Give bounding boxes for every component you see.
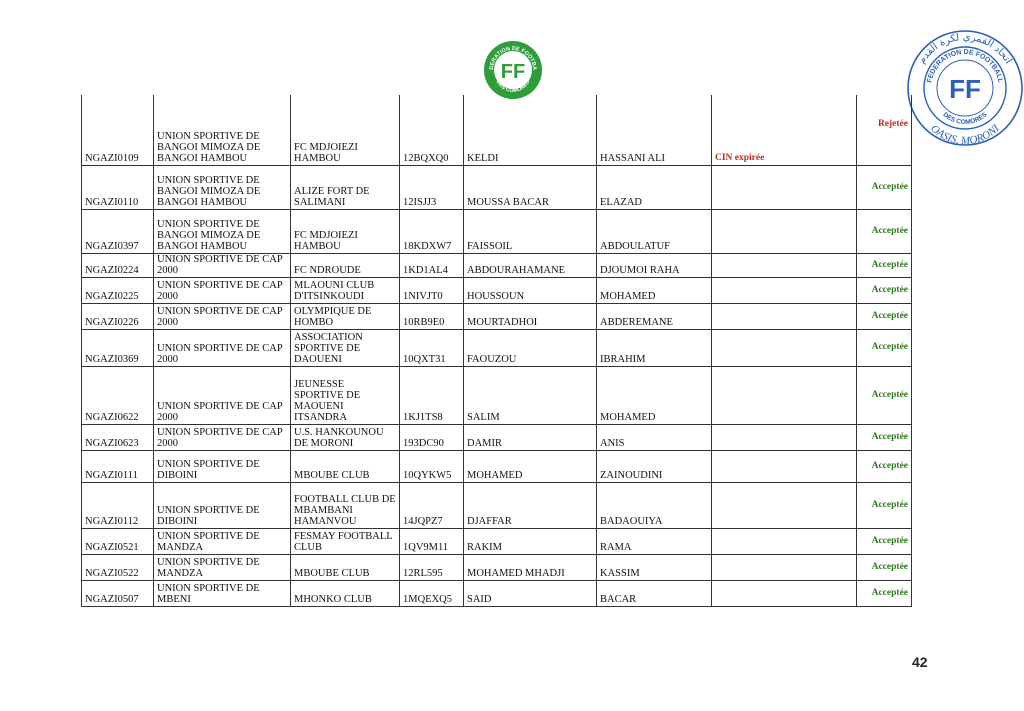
first-name-cell: ELAZAD — [597, 166, 712, 210]
league-cell: UNION SPORTIVE DE CAP 2000 — [154, 304, 291, 330]
table-row — [82, 166, 912, 210]
registration-table — [81, 95, 912, 607]
table-row — [82, 451, 912, 483]
page-number: 42 — [912, 654, 928, 670]
last-name-cell: SALIM — [464, 367, 597, 425]
svg-text:اتحاد القمري لكرة القدم: اتحاد القمري لكرة القدم — [916, 31, 1014, 66]
last-name-cell: ABDOURAHAMANE — [464, 254, 597, 278]
player-id-cell: NGAZI0397 — [82, 210, 154, 254]
club-cell: MLAOUNI CLUB D'ITSINKOUDI — [291, 278, 400, 304]
first-name-cell: RAMA — [597, 529, 712, 555]
first-name-cell: ZAINOUDINI — [597, 451, 712, 483]
observation-cell: CIN expirée — [712, 95, 857, 166]
licence-cell: 12BQXQ0 — [400, 95, 464, 166]
licence-cell: 1KD1AL4 — [400, 254, 464, 278]
last-name-cell: MOHAMED — [464, 451, 597, 483]
player-id-cell: NGAZI0226 — [82, 304, 154, 330]
club-cell: FC MDJOIEZI HAMBOU — [291, 210, 400, 254]
svg-text:DES COMORES: DES COMORES — [494, 79, 532, 95]
league-cell: UNION SPORTIVE DE MANDZA — [154, 529, 291, 555]
licence-cell: 10QYKW5 — [400, 451, 464, 483]
status-cell: Acceptée — [857, 581, 912, 607]
status-cell: Rejetée — [857, 95, 912, 166]
table-row — [82, 367, 912, 425]
player-id-cell: NGAZI0109 — [82, 95, 154, 166]
status-cell: Acceptée — [857, 367, 912, 425]
svg-text:FF: FF — [500, 61, 526, 83]
svg-text:FEDERATION DE FOOTBALL: FEDERATION DE FOOTBALL — [926, 48, 1004, 84]
observation-cell — [712, 483, 857, 529]
league-cell: UNION SPORTIVE DE BANGOI MIMOZA DE BANGOI HAMBOU — [154, 166, 291, 210]
status-cell: Acceptée — [857, 555, 912, 581]
first-name-cell: ANIS — [597, 425, 712, 451]
club-cell: FC MDJOIEZI HAMBOU — [291, 95, 400, 166]
licence-cell: 12ISJJ3 — [400, 166, 464, 210]
league-cell: UNION SPORTIVE DE BANGOI MIMOZA DE BANGOI HAMBOU — [154, 210, 291, 254]
status-cell: Acceptée — [857, 451, 912, 483]
league-cell: UNION SPORTIVE DE BANGOI MIMOZA DE BANGOI HAMBOU — [154, 95, 291, 166]
player-id-cell: NGAZI0112 — [82, 483, 154, 529]
observation-cell — [712, 555, 857, 581]
licence-cell: 1KJ1TS8 — [400, 367, 464, 425]
player-id-cell: NGAZI0507 — [82, 581, 154, 607]
club-cell: OLYMPIQUE DE HOMBO — [291, 304, 400, 330]
last-name-cell: MOURTADHOI — [464, 304, 597, 330]
observation-cell — [712, 367, 857, 425]
club-cell: JEUNESSE SPORTIVE DE MAOUENI ITSANDRA — [291, 367, 400, 425]
svg-text:FF: FF — [949, 74, 981, 104]
table-row — [82, 254, 912, 278]
first-name-cell: ABDEREMANE — [597, 304, 712, 330]
table-body — [82, 95, 912, 607]
observation-cell — [712, 278, 857, 304]
licence-cell: 10RB9E0 — [400, 304, 464, 330]
table-row — [82, 555, 912, 581]
last-name-cell: MOUSSA BACAR — [464, 166, 597, 210]
status-cell: Acceptée — [857, 278, 912, 304]
svg-text:OASIS, MORONI: OASIS, MORONI — [928, 122, 1002, 148]
last-name-cell: DAMIR — [464, 425, 597, 451]
status-cell: Acceptée — [857, 425, 912, 451]
table-row — [82, 425, 912, 451]
league-cell: UNION SPORTIVE DE MBENI — [154, 581, 291, 607]
league-cell: UNION SPORTIVE DE CAP 2000 — [154, 367, 291, 425]
observation-cell — [712, 581, 857, 607]
licence-cell: 193DC90 — [400, 425, 464, 451]
league-cell: UNION SPORTIVE DE DIBOINI — [154, 451, 291, 483]
table-row — [82, 483, 912, 529]
last-name-cell: KELDI — [464, 95, 597, 166]
observation-cell — [712, 451, 857, 483]
league-cell: UNION SPORTIVE DE CAP 2000 — [154, 254, 291, 278]
club-cell: FESMAY FOOTBALL CLUB — [291, 529, 400, 555]
observation-cell — [712, 529, 857, 555]
league-cell: UNION SPORTIVE DE CAP 2000 — [154, 330, 291, 367]
status-cell: Acceptée — [857, 529, 912, 555]
licence-cell: 18KDXW7 — [400, 210, 464, 254]
league-cell: UNION SPORTIVE DE MANDZA — [154, 555, 291, 581]
player-id-cell: NGAZI0521 — [82, 529, 154, 555]
licence-cell: 1QV9M11 — [400, 529, 464, 555]
club-cell: ALIZE FORT DE SALIMANI — [291, 166, 400, 210]
first-name-cell: MOHAMED — [597, 367, 712, 425]
player-id-cell: NGAZI0622 — [82, 367, 154, 425]
player-id-cell: NGAZI0623 — [82, 425, 154, 451]
svg-text:DES COMORES: DES COMORES — [941, 111, 989, 127]
observation-cell — [712, 330, 857, 367]
federation-logo — [483, 40, 543, 100]
club-cell: FOOTBALL CLUB DE MBAMBANI HAMANVOU — [291, 483, 400, 529]
first-name-cell: KASSIM — [597, 555, 712, 581]
last-name-cell: MOHAMED MHADJI — [464, 555, 597, 581]
last-name-cell: FAOUZOU — [464, 330, 597, 367]
licence-cell: 14JQPZ7 — [400, 483, 464, 529]
table-row — [82, 278, 912, 304]
last-name-cell: HOUSSOUN — [464, 278, 597, 304]
licence-cell: 10QXT31 — [400, 330, 464, 367]
svg-text:FEDERATION DE FOOTBALL: DERATION DE FOOTBA — [488, 45, 538, 71]
federation-stamp — [903, 26, 1024, 150]
observation-cell — [712, 425, 857, 451]
last-name-cell: FAISSOIL — [464, 210, 597, 254]
player-id-cell: NGAZI0224 — [82, 254, 154, 278]
last-name-cell: DJAFFAR — [464, 483, 597, 529]
status-cell: Acceptée — [857, 254, 912, 278]
table-row — [82, 581, 912, 607]
first-name-cell: DJOUMOI RAHA — [597, 254, 712, 278]
licence-cell: 12RL595 — [400, 555, 464, 581]
observation-cell — [712, 210, 857, 254]
status-cell: Acceptée — [857, 166, 912, 210]
player-id-cell: NGAZI0522 — [82, 555, 154, 581]
status-cell: Acceptée — [857, 210, 912, 254]
player-id-cell: NGAZI0111 — [82, 451, 154, 483]
observation-cell — [712, 254, 857, 278]
table-row — [82, 330, 912, 367]
licence-cell: 1NIVJT0 — [400, 278, 464, 304]
league-cell: UNION SPORTIVE DE CAP 2000 — [154, 425, 291, 451]
club-cell: MHONKO CLUB — [291, 581, 400, 607]
player-id-cell: NGAZI0369 — [82, 330, 154, 367]
table-row — [82, 304, 912, 330]
first-name-cell: IBRAHIM — [597, 330, 712, 367]
last-name-cell: SAID — [464, 581, 597, 607]
club-cell: MBOUBE CLUB — [291, 555, 400, 581]
table-row — [82, 210, 912, 254]
last-name-cell: RAKIM — [464, 529, 597, 555]
status-cell: Acceptée — [857, 330, 912, 367]
table-row — [82, 529, 912, 555]
club-cell: FC NDROUDE — [291, 254, 400, 278]
first-name-cell: ABDOULATUF — [597, 210, 712, 254]
club-cell: U.S. HANKOUNOU DE MORONI — [291, 425, 400, 451]
league-cell: UNION SPORTIVE DE DIBOINI — [154, 483, 291, 529]
status-cell: Acceptée — [857, 483, 912, 529]
first-name-cell: HASSANI ALI — [597, 95, 712, 166]
table-row — [82, 95, 912, 166]
first-name-cell: MOHAMED — [597, 278, 712, 304]
player-id-cell: NGAZI0110 — [82, 166, 154, 210]
status-cell: Acceptée — [857, 304, 912, 330]
observation-cell — [712, 304, 857, 330]
club-cell: MBOUBE CLUB — [291, 451, 400, 483]
first-name-cell: BADAOUIYA — [597, 483, 712, 529]
player-id-cell: NGAZI0225 — [82, 278, 154, 304]
observation-cell — [712, 166, 857, 210]
club-cell: ASSOCIATION SPORTIVE DE DAOUENI — [291, 330, 400, 367]
licence-cell: 1MQEXQ5 — [400, 581, 464, 607]
first-name-cell: BACAR — [597, 581, 712, 607]
league-cell: UNION SPORTIVE DE CAP 2000 — [154, 278, 291, 304]
